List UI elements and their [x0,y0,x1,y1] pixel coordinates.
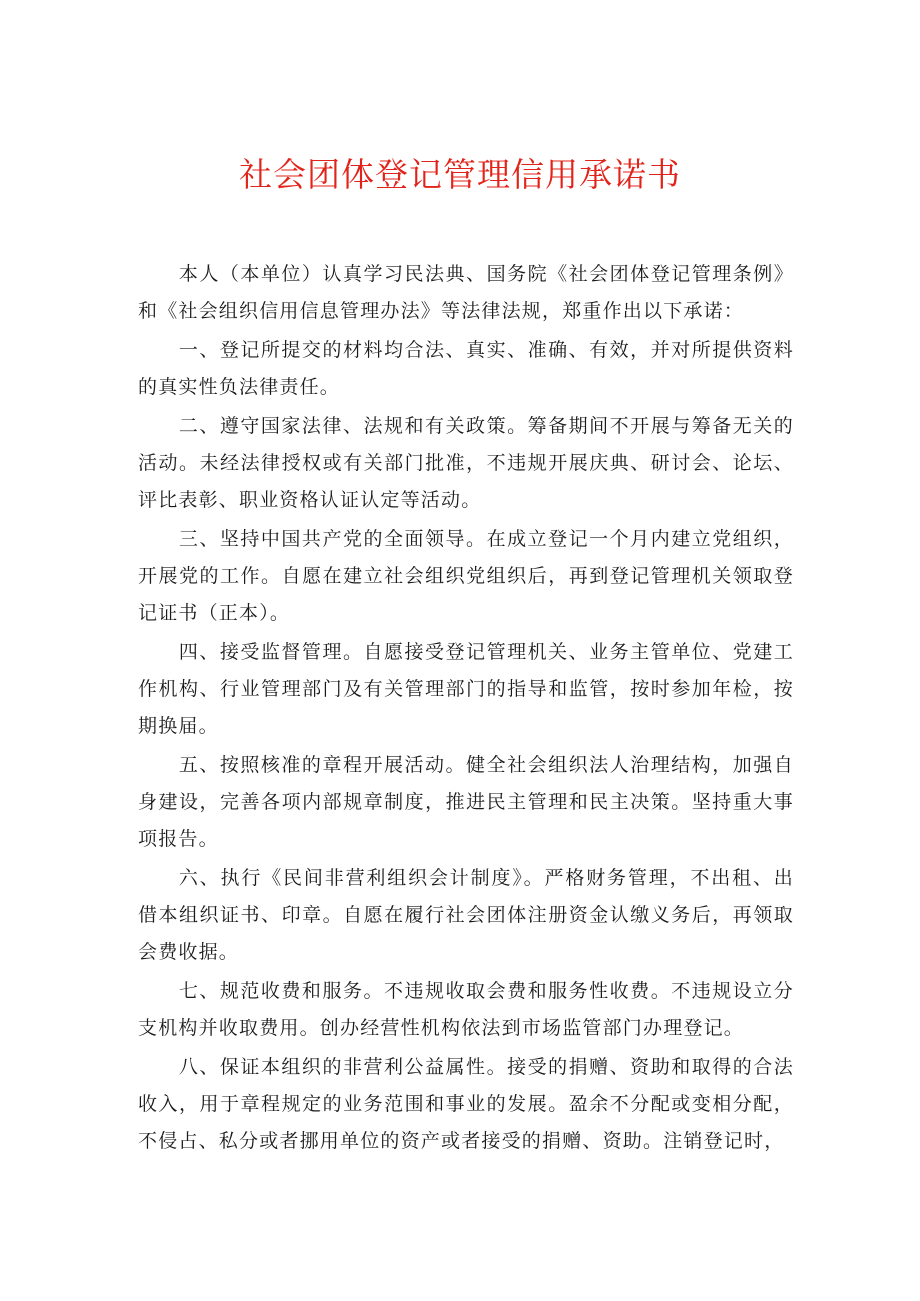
paragraph-item-6: 六、执行《民间非营利组织会计制度》。严格财务管理，不出租、出借本组织证书、印章。自愿在履行社会团体注册资金认缴义务后，再领取会费收据。 [138,867,794,963]
document-title: 社会团体登记管理信用承诺书 [239,155,681,194]
paragraph-item-3: 三、坚持中国共产党的全面领导。在成立登记一个月内建立党组织，开展党的工作。自愿在建立社会组织党组织后，再到登记管理机关领取登记证书（正本）。 [138,528,794,624]
paragraph-item-8: 八、保证本组织的非营利公益属性。接受的捐赠、资助和取得的合法收入，用于章程规定的业务范围和事业的发展。盈余不分配或变相分配，不侵占、私分或者挪用单位的资产或者接受的捐赠、资助。注销登记时， [138,1056,794,1152]
paragraph-intro: 本人（本单位）认真学习民法典、国务院《社会团体登记管理条例》和《社会组织信用信息管理办法》等法律法规，郑重作出以下承诺： [138,263,794,322]
document-body [138,256,794,1162]
paragraph-item-5: 五、按照核准的章程开展活动。健全社会组织法人治理结构，加强自身建设，完善各项内部规章制度，推进民主管理和民主决策。坚持重大事项报告。 [138,754,794,850]
paragraph-item-7: 七、规范收费和服务。不违规收取会费和服务性收费。不违规设立分支机构并收取费用。创办经营性机构依法到市场监管部门办理登记。 [138,980,794,1039]
paragraph-item-2: 二、遵守国家法律、法规和有关政策。筹备期间不开展与筹备无关的活动。未经法律授权或有关部门批准，不违规开展庆典、研讨会、论坛、评比表彰、职业资格认证认定等活动。 [138,415,794,511]
paragraph-item-1: 一、登记所提交的材料均合法、真实、准确、有效，并对所提供资料的真实性负法律责任。 [138,339,794,398]
paragraph-item-4: 四、接受监督管理。自愿接受登记管理机关、业务主管单位、党建工作机构、行业管理部门及有关管理部门的指导和监管，按时参加年检，按期换届。 [138,641,794,737]
